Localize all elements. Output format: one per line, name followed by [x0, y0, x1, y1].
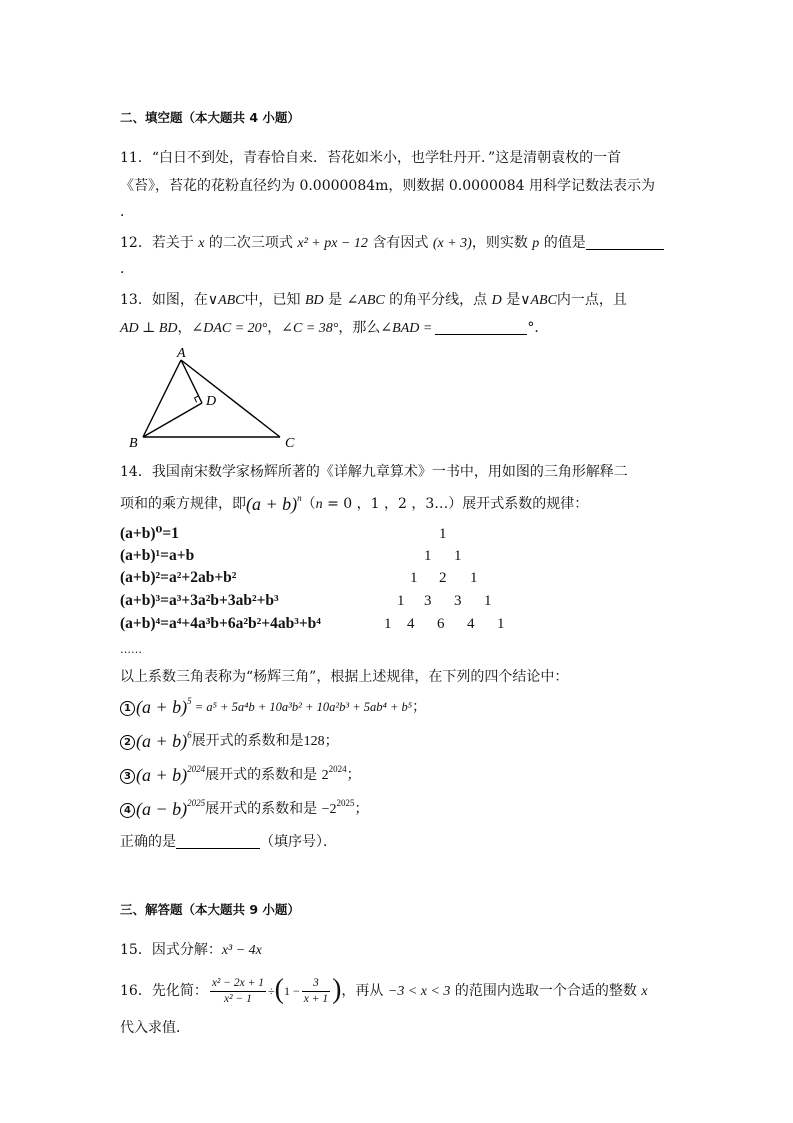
q13-line1: [120, 290, 627, 311]
q13-angle-c: ∠C = 38°: [281, 321, 339, 336]
q13-text-e: 是: [501, 292, 521, 308]
q14-ellipsis: ……: [120, 643, 142, 656]
expansion-0: (a+b)⁰=1: [120, 525, 179, 542]
c1-exp: 5: [187, 696, 192, 706]
q13-angle-dac: ∠DAC = 20°: [191, 321, 268, 336]
q11-line3: ．: [120, 204, 134, 220]
c4-text: 展开式的系数和是: [205, 801, 322, 817]
expansion-2: (a+b)²=a²+2ab+b²: [120, 569, 237, 586]
q16-divide: ÷: [268, 984, 275, 998]
q13-sep1: ，: [177, 320, 192, 336]
q13-point-d: D: [491, 293, 502, 308]
q13-degree: °．: [527, 320, 549, 336]
q16-mid2: 的范围内选取一个合适的整数: [450, 983, 642, 999]
triangle-number: 1: [454, 548, 462, 564]
c4-end: ；: [354, 801, 369, 817]
c2-val: 128: [303, 734, 325, 749]
c2-end: ；: [324, 733, 339, 749]
q16-line2: 代入求值．: [120, 1020, 190, 1036]
label-b: B: [129, 436, 138, 451]
q16-prefix: 16．先化简：: [120, 983, 208, 999]
q11-line2: 《苔》，苔花的花粉直径约为 0.0000084m，则数据 0.0000084 用科学记数法表示为: [120, 178, 656, 194]
q12-mid1: 的二次三项式: [204, 235, 298, 251]
segment-ad: [181, 360, 202, 403]
triangle-number: 1: [397, 593, 405, 609]
c2-text: 展开式的系数和是: [191, 733, 304, 749]
q12-line1: [120, 233, 664, 254]
c1-end: ；: [412, 699, 427, 715]
q11-line1: 11．“白日不到处，青春恰自来．苔花如米小，也学牡丹开．”这是清朝袁枚的一首: [120, 150, 622, 166]
q16-one-minus: 1 −: [283, 984, 300, 998]
triangle-number: 2: [439, 570, 447, 586]
expansion-1: (a+b)¹=a+b: [120, 547, 195, 564]
q12-var-x: x: [198, 236, 205, 251]
q13-text-g: ，那么: [338, 320, 381, 336]
q13-triangle-figure: [120, 343, 310, 451]
c1-base: (a + b): [136, 697, 188, 717]
q12-answer-blank[interactable]: [586, 234, 664, 250]
c3-val: $2^{2024}$: [321, 764, 347, 783]
q13-triangle-abc-2: ∨ABC: [520, 293, 557, 308]
q12-suffix: 的值是: [539, 235, 586, 251]
q13-text-b: 中，已知: [244, 292, 305, 308]
q13-angle-bad: ∠BAD =: [380, 321, 433, 336]
c2-exp: 6: [187, 730, 192, 740]
circled-number-icon: 4: [120, 803, 135, 818]
c3-text: 展开式的系数和是: [205, 767, 322, 783]
q14-answer-label: 正确的是: [120, 834, 176, 850]
conclusion-2: [120, 731, 339, 752]
conclusion-4: [120, 799, 369, 820]
expansion-3: (a+b)³=a³+3a²b+3ab²+b³: [120, 592, 279, 609]
triangle-number: 1: [410, 570, 418, 586]
triangle-number: 1: [384, 616, 392, 632]
q16-fraction-2: $\frac{3}{x + 1}$: [303, 976, 329, 1005]
q12-factor: (x + 3): [432, 236, 472, 251]
q12-mid3: ，则实数: [471, 235, 533, 251]
c2-base: (a + b): [136, 731, 188, 751]
c3-base: (a + b): [136, 765, 188, 785]
q14-var-n: n: [315, 497, 323, 512]
q13-perp: AD ⊥ BD: [120, 321, 178, 336]
q15-text: 15．因式分解：: [120, 942, 222, 958]
q14-line2: [120, 494, 588, 515]
q16-var: x: [641, 984, 648, 999]
circled-number-icon: 2: [120, 735, 135, 750]
c3-end: ；: [346, 767, 361, 783]
q13-text-a: 13．如图，在: [120, 292, 208, 308]
q12-line2: ．: [120, 261, 134, 277]
triangle-number: 3: [424, 593, 432, 609]
q14-binomial: $(a + b)^n$: [246, 493, 302, 514]
q13-text-d: 的角平分线，点: [384, 292, 492, 308]
right-angle-mark: [195, 396, 199, 403]
q15-expr: x³ − 4x: [221, 943, 262, 958]
triangle-number: 1: [439, 526, 447, 542]
c1-rhs: = a⁵ + 5a⁴b + 10a³b² + 10a²b³ + 5ab⁴ + b⁵: [191, 700, 413, 714]
q14-answer-blank[interactable]: [176, 833, 260, 849]
q12-expr: x² + px − 12: [297, 236, 368, 251]
conclusion-3: [120, 765, 361, 786]
q16-range: −3 < x < 3: [387, 984, 451, 999]
q16-line1: 16．先化简： $\frac{\text{x² − 2x + 1}}{\text{x² − 1}}$ ÷(1 − $\frac{3}{x + 1}$ )，再从 −3 < x < 3 的范围内选取一个合适的整数 x: [120, 974, 648, 1005]
label-a: A: [177, 346, 186, 361]
triangle-number: 4: [467, 616, 475, 632]
section-2-title: 二、填空题（本大题共 4 小题）: [120, 110, 300, 125]
q16-mid: ，再从: [341, 983, 388, 999]
q13-angle-abc: ∠ABC: [346, 293, 385, 308]
c4-exp: 2025: [187, 798, 206, 808]
q14-text-a: 项和的乘方规律，即: [120, 496, 246, 512]
triangle-number: 4: [407, 616, 415, 632]
q12-var-p: p: [532, 236, 540, 251]
q13-text-f: 内一点，且: [556, 292, 627, 308]
expansion-4: (a+b)⁴=a⁴+4a³b+6a²b²+4ab³+b⁴: [120, 615, 321, 632]
triangle-number: 6: [437, 616, 445, 632]
circled-number-icon: 1: [120, 701, 135, 716]
triangle-number: 1: [424, 548, 432, 564]
q13-text-c: 是: [323, 292, 347, 308]
q12-mid2: 含有因式: [367, 235, 433, 251]
circled-number-icon: 3: [120, 769, 135, 784]
section-3-title: 三、解答题（本大题共 9 小题）: [120, 902, 300, 917]
q14-text-b: （: [301, 496, 316, 512]
q14-line1: 14．我国南宋数学家杨辉所著的《详解九章算术》一书中，用如图的三角形解释二: [120, 464, 628, 480]
q14-answer-line: [120, 832, 337, 852]
q13-sep2: ，: [267, 320, 282, 336]
conclusion-1: [120, 697, 426, 718]
c4-base: (a − b): [136, 799, 188, 819]
q15-line: [120, 940, 262, 961]
q14-answer-hint: （填序号）．: [260, 834, 337, 850]
q14-intro: 以上系数三角表称为“杨辉三角”，根据上述规律，在下列的四个结论中：: [120, 669, 569, 685]
q16-fraction-1: $\frac{\text{x² − 2x + 1}}{\text{x² − 1}}$: [211, 976, 265, 1005]
c3-exp: 2024: [187, 764, 206, 774]
triangle-number: 1: [470, 570, 478, 586]
triangle-number: 1: [497, 616, 505, 632]
label-c: C: [285, 436, 295, 451]
c4-val: $-2^{2025}$: [321, 798, 355, 817]
triangle-number: 3: [454, 593, 462, 609]
q13-triangle-abc: ∨ABC: [207, 293, 245, 308]
triangle-number: 1: [484, 593, 492, 609]
q12-prefix: 12．若关于: [120, 235, 199, 251]
segment-ac: [181, 360, 280, 437]
q13-line2: [120, 318, 548, 339]
q14-text-c: = 0 ，1 ，2 ，3…）展开式系数的规律：: [322, 496, 589, 512]
label-d: D: [206, 394, 217, 409]
q13-segment-bd: BD: [304, 293, 324, 308]
q13-answer-blank[interactable]: [435, 319, 527, 335]
